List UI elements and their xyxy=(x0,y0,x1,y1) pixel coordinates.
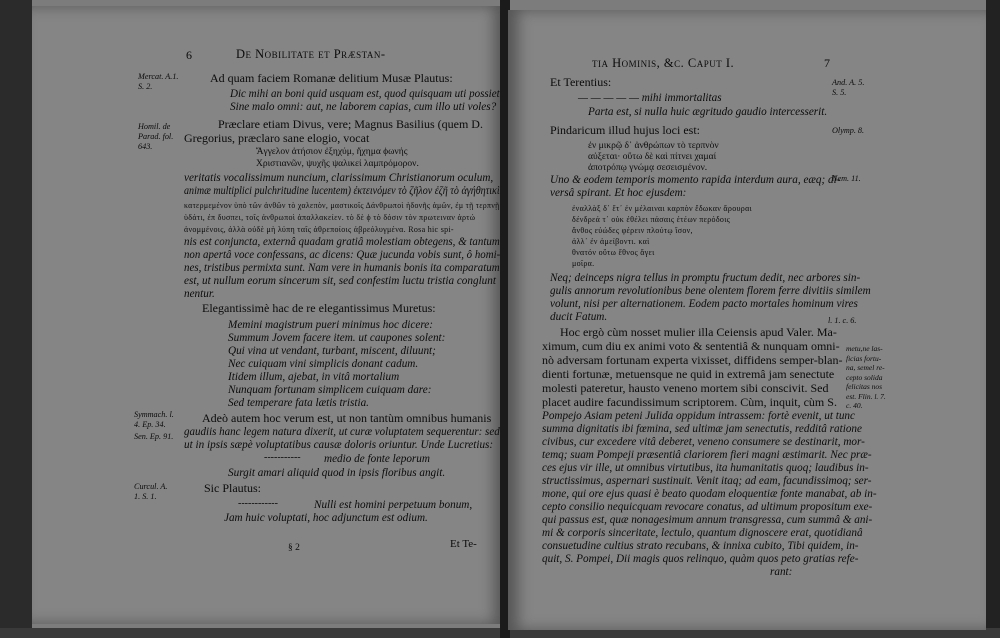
margin-note-line: Mercat. A.1. xyxy=(138,72,179,81)
margin-note xyxy=(138,72,178,92)
text-line: mone, qui ore ejus quasi è beato quodam eloquentiæ fonte manabat, ab in- xyxy=(542,488,877,500)
greek-line: ἄνθος εὐώδες φέρειν πλούτῳ ἴσον, xyxy=(572,226,693,235)
text-line: non apertâ voce confessans, ac dicens: Quæ jucunda vobis sunt, ô homi- xyxy=(184,249,501,261)
text-line: est, ut nullum eorum sincerum sit, sed confestim luctu tristia conglunt xyxy=(184,275,496,287)
margin-note-line: Homil. de xyxy=(138,122,171,131)
text-line: ut in ipsis sæpè voluptatibus causæ doloris oriuntur. Unde Lucretius: xyxy=(184,439,494,451)
dash-mark: ----------- xyxy=(264,452,301,463)
margin-note-line: est. Flin. l. 7. xyxy=(846,391,886,401)
text-line: nes, tristibus permixta sunt. Nam vere in humanis bonis ita comparatum xyxy=(184,262,500,274)
text-line: civibus, cur excedere vitâ deberet, veneno consumere se destinarit, mor- xyxy=(542,436,865,448)
greek-line: αὐξεται· οὕτω δὲ καὶ πίτνει χαμαί xyxy=(588,152,717,162)
text-line: volunt, nisi per alternationem. Eodem pacto mortales hominum vires xyxy=(550,298,858,310)
greek-line: μοῖρα. xyxy=(572,259,595,268)
text-line: temq; suam Pompeji præsentiâ clariorem fieri magni æstimarit. Nec præ- xyxy=(542,449,872,461)
text-line: gulis annorum revolutionibus bene olentem florem ferre divitiis similem xyxy=(550,285,871,297)
text-line: mi & corporis sinceritate, lectulo, quantum dignoscere erat, quotidianâ xyxy=(542,527,863,539)
margin-note-line: cepto solida xyxy=(846,372,883,382)
margin-note-line: S. 5. xyxy=(832,88,847,97)
margin-note-line: Olymp. 8. xyxy=(832,126,865,135)
text-line: Neq; deinceps nigra tellus in promptu fructum dedit, nec arbores sin- xyxy=(550,272,861,284)
margin-note-line: And. A. 5. xyxy=(832,78,865,87)
text-line: summa dignitatis ibi fœmina, sed ultimæ jam senectutis, redditâ ratione xyxy=(542,423,862,435)
text-line: Elegantissimè hac de re elegantissimus Muretus: xyxy=(202,301,436,315)
margin-note-line: Nem. 11. xyxy=(832,174,861,183)
margin-note-line: metu,ne las- xyxy=(846,344,883,353)
verse-line: Parta est, si nulla huic ægritudo gaudio intercesserit. xyxy=(588,106,828,118)
greek-line: θνατόν οὕτω ἔθνος ἄγει xyxy=(572,248,655,257)
greek-line: Χριστιανῶν, ψυχῆς ψαλικεί λαμπρόμορον. xyxy=(256,159,419,169)
greek-line: Ἄγγελον ἀτήσιον ἐξηχύμ, ἤχημα ϕωνής xyxy=(256,147,408,157)
text-line: Hoc ergò cùm nosset mulier illa Ceiensis apud Valer. Ma- xyxy=(560,325,837,339)
verse-line: Nec cuiquam vini simplicis donant cadum. xyxy=(228,358,419,370)
margin-note-line: S. 2. xyxy=(138,82,153,91)
margin-note-line: l. 1. c. 6. xyxy=(828,316,857,325)
text-line: ducit Fatum. xyxy=(550,311,608,323)
text-line: consuetudine cultius strato recubans, & innixa cubito, Tibi quidem, in- xyxy=(542,540,859,552)
margin-note-line: Parad. fol. xyxy=(138,132,174,141)
text-line: Adeò autem hoc verum est, ut non tantùm omnibus humanis xyxy=(202,411,492,425)
verse-line: Surgit amari aliquid quod in ipsis floribus angit. xyxy=(228,467,446,479)
greek-line: κατερμεμένον ὑπὸ τῶν ἀνθῶν τὸ χαλεπὸν, μαστικοῖς Δάνθρωποὶ ἡδονῆς ἀμῶν, ἐμ τῇ τερπνῇ xyxy=(184,201,500,210)
greek-line: ἀνομμένοις, ἀλλὰ οὐδὲ μὴ λύπη ταῖς ἀθρεποίοις ἀβρεόλυγμένα. Rosa hic spi- xyxy=(184,225,454,234)
margin-note xyxy=(138,122,173,152)
verse-line: Sed temperare fata lætis tristia. xyxy=(228,397,369,409)
left-page xyxy=(32,6,506,624)
text-line: Pompejo Asiam peteni Julida oppidum intrassem: fortè evenit, ut tunc xyxy=(542,410,855,422)
greek-line: ἐν μικρῷ δ᾽ ἀνθρώπων τὸ τερπνὸν xyxy=(588,141,719,151)
left-page-number: 6 xyxy=(186,48,192,62)
text-line: Pindaricum illud hujus loci est: xyxy=(550,123,700,137)
text-line: cepto consilio nequicquam revocare conatus, ad ultimum propositum exe- xyxy=(542,501,873,513)
greek-line: ἀλλ᾽ ἐν ἀμείβοντι. καὶ xyxy=(572,237,650,246)
verse-line: — — — — — mihi immortalitas xyxy=(578,92,722,104)
margin-note xyxy=(832,126,864,136)
left-outer-edge xyxy=(0,0,32,638)
left-running-head: De Nobilitate et Præstan- xyxy=(236,47,386,61)
right-page xyxy=(508,10,986,630)
text-line: Sine malo omni: aut, ne laborem capias, cum illo uti voles? xyxy=(230,101,497,113)
margin-note xyxy=(134,432,173,442)
margin-note-line: Sen. Ep. 91. xyxy=(134,432,174,441)
text-line: Uno & eodem temporis momento rapida interdum aura, eæq; di- xyxy=(550,174,841,186)
catchword: Et Te- xyxy=(450,538,477,550)
right-outer-edge xyxy=(986,0,1000,638)
verse-line: Summum Jovem facere item. ut caupones solent: xyxy=(228,332,446,344)
text-line: dienti fortunæ, metuensque ne quid in extremâ jam senectute xyxy=(542,367,835,381)
verse-line: Nulli est homini perpetuum bonum, xyxy=(314,499,473,511)
text-line: Sic Plautus: xyxy=(204,481,262,495)
text-line: ximum, cum diu ex animi voto & sententiâ & nunquam omni- xyxy=(542,339,840,353)
text-line: gaudiis hanc legem natura dixerit, ut curæ voluptatem sequerentur: sed xyxy=(184,426,500,438)
margin-note xyxy=(134,482,167,502)
margin-note-line: na, semel re- xyxy=(846,363,885,372)
text-line: Ad quam faciem Romanæ delitium Musæ Plautus: xyxy=(210,71,453,85)
margin-note-line: 1. S. 1. xyxy=(134,492,157,501)
signature-mark: § 2 xyxy=(288,543,300,553)
verse-line: Memini magistrum pueri minimus hoc dicere: xyxy=(228,319,433,331)
text-line: molesti pateretur, hausto veneno mortem sibi conscivit. Sed xyxy=(542,381,829,395)
greek-line: ἐναλλὰξ δ᾽ ἔτ᾽ ἐν μέλαιναι καρπὸν ἔδωκαν ἄρουραι xyxy=(572,204,753,213)
greek-line: ὑδάτι, ἐπ δυσπει, τοῖς ἀνθρωποὶ ἀπαλλακείεν. τὸ δὲ ϕ τὸ δόσιν τὸν πρωτειναν ἀρτώ xyxy=(184,213,476,222)
text-line: Et Terentius: xyxy=(550,75,612,89)
right-running-head: tia Hominis, &c. Caput I. xyxy=(592,56,735,70)
right-page-number: 7 xyxy=(824,56,830,70)
text-line: structissimus, aspernari sustinuit. Venit itaq; ad eam, facundissimoq; ser- xyxy=(542,475,872,487)
text-line: animæ multiplici pulchritudine lucentem) ἐκτεινόμεν τὸ ζῆλον ἐζῆ τὸ ἀγήθητικὶ xyxy=(184,185,500,197)
verse-line: medio de fonte leporum xyxy=(324,453,430,465)
text-line: versâ spirant. Et hoc ejusdem: xyxy=(550,187,687,199)
margin-note-line: Symmach. l. xyxy=(134,410,174,419)
verse-line: Nunquam fortunam simplicem cuiquam dare: xyxy=(228,384,432,396)
dash-mark: ------------ xyxy=(238,498,278,509)
text-line: quit, S. Pompei, Dii magis quos relinquo, quàm quos peto gratias refe- xyxy=(542,553,859,565)
verse-line: Jam huic voluptati, hoc adjunctum est odium. xyxy=(224,512,428,524)
margin-note-line: felicitas nos xyxy=(846,382,883,391)
margin-note-line: 4. Ep. 34. xyxy=(134,420,166,429)
text-line: nentur. xyxy=(184,288,215,300)
text-line: nò adversam fortunam experta vixisset, diffidens semper-blan- xyxy=(542,353,843,367)
text-line: Dic mihi an boni quid usquam est, quod quisquam uti possiet xyxy=(230,88,500,100)
margin-note-line: ficias fortu- xyxy=(846,353,882,363)
verse-line: Qui vina ut vendant, turbant, miscent, diluunt; xyxy=(228,345,436,357)
greek-line: δένδρεά τ᾽ οὐκ ἐθέλει πάσαις ἐτέων περόδοις xyxy=(572,215,731,224)
text-line: qui passus est, quæ nonagesimum annum transgressa, cum summâ & ani- xyxy=(542,514,873,526)
text-line: ces ejus vir ille, ut omnibus virtutibus, ita humanitatis quoq; laudibus in- xyxy=(542,462,869,474)
text-line: placet audire facundissimum scriptorem. Cùm, inquit, cùm S. xyxy=(542,395,837,409)
margin-note xyxy=(134,410,174,430)
margin-note-line: 643. xyxy=(138,142,153,151)
margin-note-line: c. 40. xyxy=(846,401,863,410)
verse-line: Itidem illum, ajebat, in vitâ mortalium xyxy=(228,371,400,383)
margin-note xyxy=(846,344,886,411)
greek-line: ἀποτρόπῳ γνώμᾳ σεσεισμένον. xyxy=(588,163,708,173)
text-line: veritatis vocalissimum nuncium, clarissimum Christianorum oculum, xyxy=(184,172,494,184)
margin-note-line: Curcul. A. xyxy=(134,482,168,491)
text-line: nis est conjuncta, externâ quadam gratiâ molestiam obtegens, & tantum xyxy=(184,236,500,248)
margin-note xyxy=(832,78,864,98)
text-line: Gregorius, præclaro sane elogio, vocat xyxy=(184,131,370,145)
text-line: Præclare etiam Divus, vere; Magnus Basilius (quem D. xyxy=(218,117,483,131)
text-line: rant: xyxy=(770,566,793,578)
